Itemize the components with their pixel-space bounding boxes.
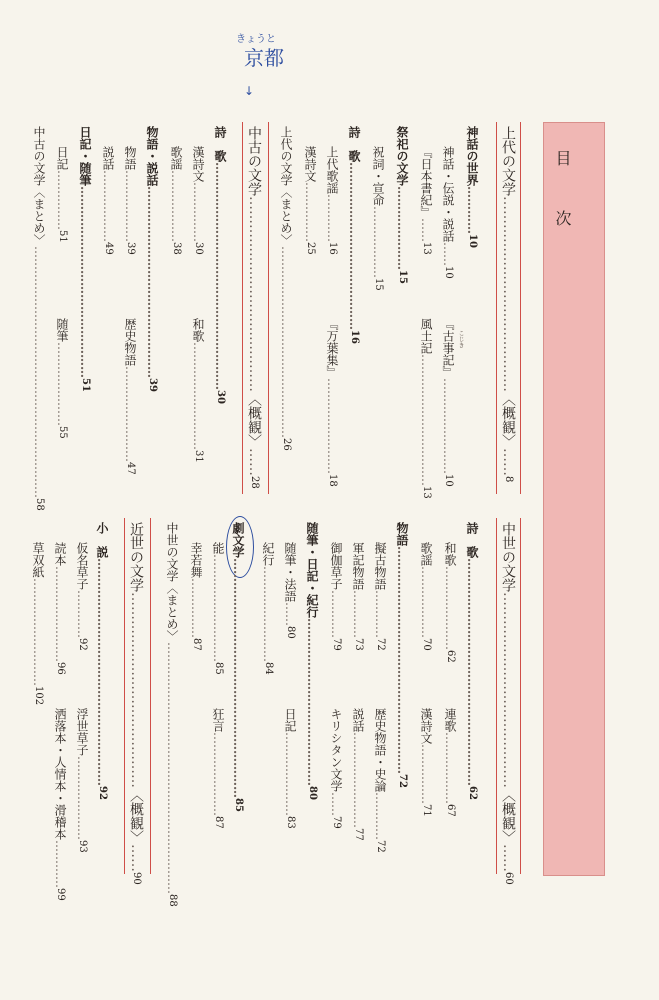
section-title-chusei: 中世の文学……………………………………〈概観〉……60: [500, 522, 516, 885]
toc-entry: 物語………………39: [123, 146, 137, 255]
toc-entry: 説話……………………77: [351, 708, 365, 841]
toc-entry: 連歌………………67: [443, 708, 457, 817]
toc-entry: 中世の文学〈まとめ〉………………………………………………………88: [165, 522, 179, 907]
toc-heading: 詩 歌…………………………………………………30: [213, 126, 227, 404]
title-rule: [520, 518, 521, 874]
toc-entry: 『古事記』……………………10: [441, 318, 455, 487]
toc-heading: 日記・随筆…………………………………………51: [78, 126, 92, 392]
toc-entry: 草双紙………………………102: [31, 542, 45, 706]
toc-entry: 日記…………………83: [283, 708, 297, 829]
toc-entry: 歌謡………………38: [169, 146, 183, 255]
toc-entry: 神話・伝説・説話……10: [441, 146, 455, 279]
section-title-chuko: 中古の文学……………………………………〈概観〉……28: [246, 126, 262, 489]
toc-entry: 説話………………49: [101, 146, 115, 255]
toc-entry: 歴史物語・史論…………72: [373, 708, 387, 853]
toc-heading: 随筆・日記・紀行……………………………………80: [305, 522, 319, 800]
toc-entry: 歌謡………………70: [419, 542, 433, 651]
toc-entry: 『日本書紀』……13: [419, 146, 433, 255]
toc-entry: 洒落本・人情本・滑稽本…………99: [53, 708, 67, 901]
toc-entry: 擬古物語…………72: [373, 542, 387, 651]
toc-heading: 物語・説話…………………………………………39: [145, 126, 159, 392]
toc-heading: 祭祀の文学…………………15: [395, 126, 409, 284]
contents-heading: 目 次: [553, 150, 572, 240]
toc-entry: 『万葉集』……………………18: [325, 318, 339, 487]
handwritten-reading: きょうと: [236, 34, 276, 45]
toc-entry: キリシタン文学……79: [329, 708, 343, 829]
toc-entry: 漢詩文……………71: [419, 708, 433, 817]
toc-entry: 随筆…………………55: [55, 318, 69, 439]
toc-entry: 漢詩文……………25: [303, 146, 317, 255]
handwritten-arrow-icon: ↓: [244, 84, 255, 98]
toc-entry: 仮名草子…………92: [75, 542, 89, 651]
toc-entry: 紀行……………………84: [261, 542, 275, 675]
toc-entry: 軍記物語…………73: [351, 542, 365, 651]
title-rule: [124, 518, 125, 874]
toc-entry: 随筆・法語……80: [283, 542, 297, 639]
title-rule: [268, 122, 269, 494]
toc-entry: 能………………………85: [211, 542, 225, 675]
toc-heading: 小 説…………………………………………………92: [95, 522, 109, 800]
title-rule: [496, 518, 497, 874]
kojiki-ruby: こじき: [457, 330, 464, 348]
section-title-kinsei: 近世の文学……………………………………〈概観〉……90: [128, 522, 144, 885]
toc-entry: 読本……………………96: [53, 542, 67, 675]
toc-entry: 祝詞・宣命………………15: [371, 146, 385, 291]
toc-entry: 日記……………51: [55, 146, 69, 243]
toc-entry: 中古の文学〈まとめ〉………………………………………………………58: [32, 126, 46, 511]
toc-heading: 神話の世界…………10: [465, 126, 479, 248]
toc-entry: 御伽草子…………79: [329, 542, 343, 651]
toc-entry: 幸若舞……………87: [189, 542, 203, 651]
section-title-jodai: 上代の文学……………………………………〈概観〉……8: [500, 126, 516, 483]
toc-heading: 劇文学……………………………………………………85: [231, 522, 245, 812]
title-rule: [520, 122, 521, 494]
toc-heading: 物語…………………………………………………72: [395, 522, 409, 788]
toc-heading: 詩 歌…………………………………………………62: [465, 522, 479, 800]
title-rule: [150, 518, 151, 874]
toc-entry: 上代歌謡…………16: [325, 146, 339, 255]
toc-entry: 浮世草子…………………93: [75, 708, 89, 853]
toc-entry: 和歌………………………31: [191, 318, 205, 463]
handwritten-word: 京都: [244, 46, 284, 70]
toc-entry: 和歌…………………62: [443, 542, 457, 663]
toc-heading: 詩 歌……………………………………16: [347, 126, 361, 344]
toc-entry: 風土記……………………………13: [419, 318, 433, 499]
toc-entry: 漢詩文……………30: [191, 146, 205, 255]
toc-entry: 狂言…………………87: [211, 708, 225, 829]
toc-entry: 上代の文学〈まとめ〉…………………………………………26: [279, 126, 293, 451]
title-rule: [496, 122, 497, 494]
title-rule: [242, 122, 243, 494]
toc-entry: 歴史物語……………………47: [123, 318, 137, 475]
